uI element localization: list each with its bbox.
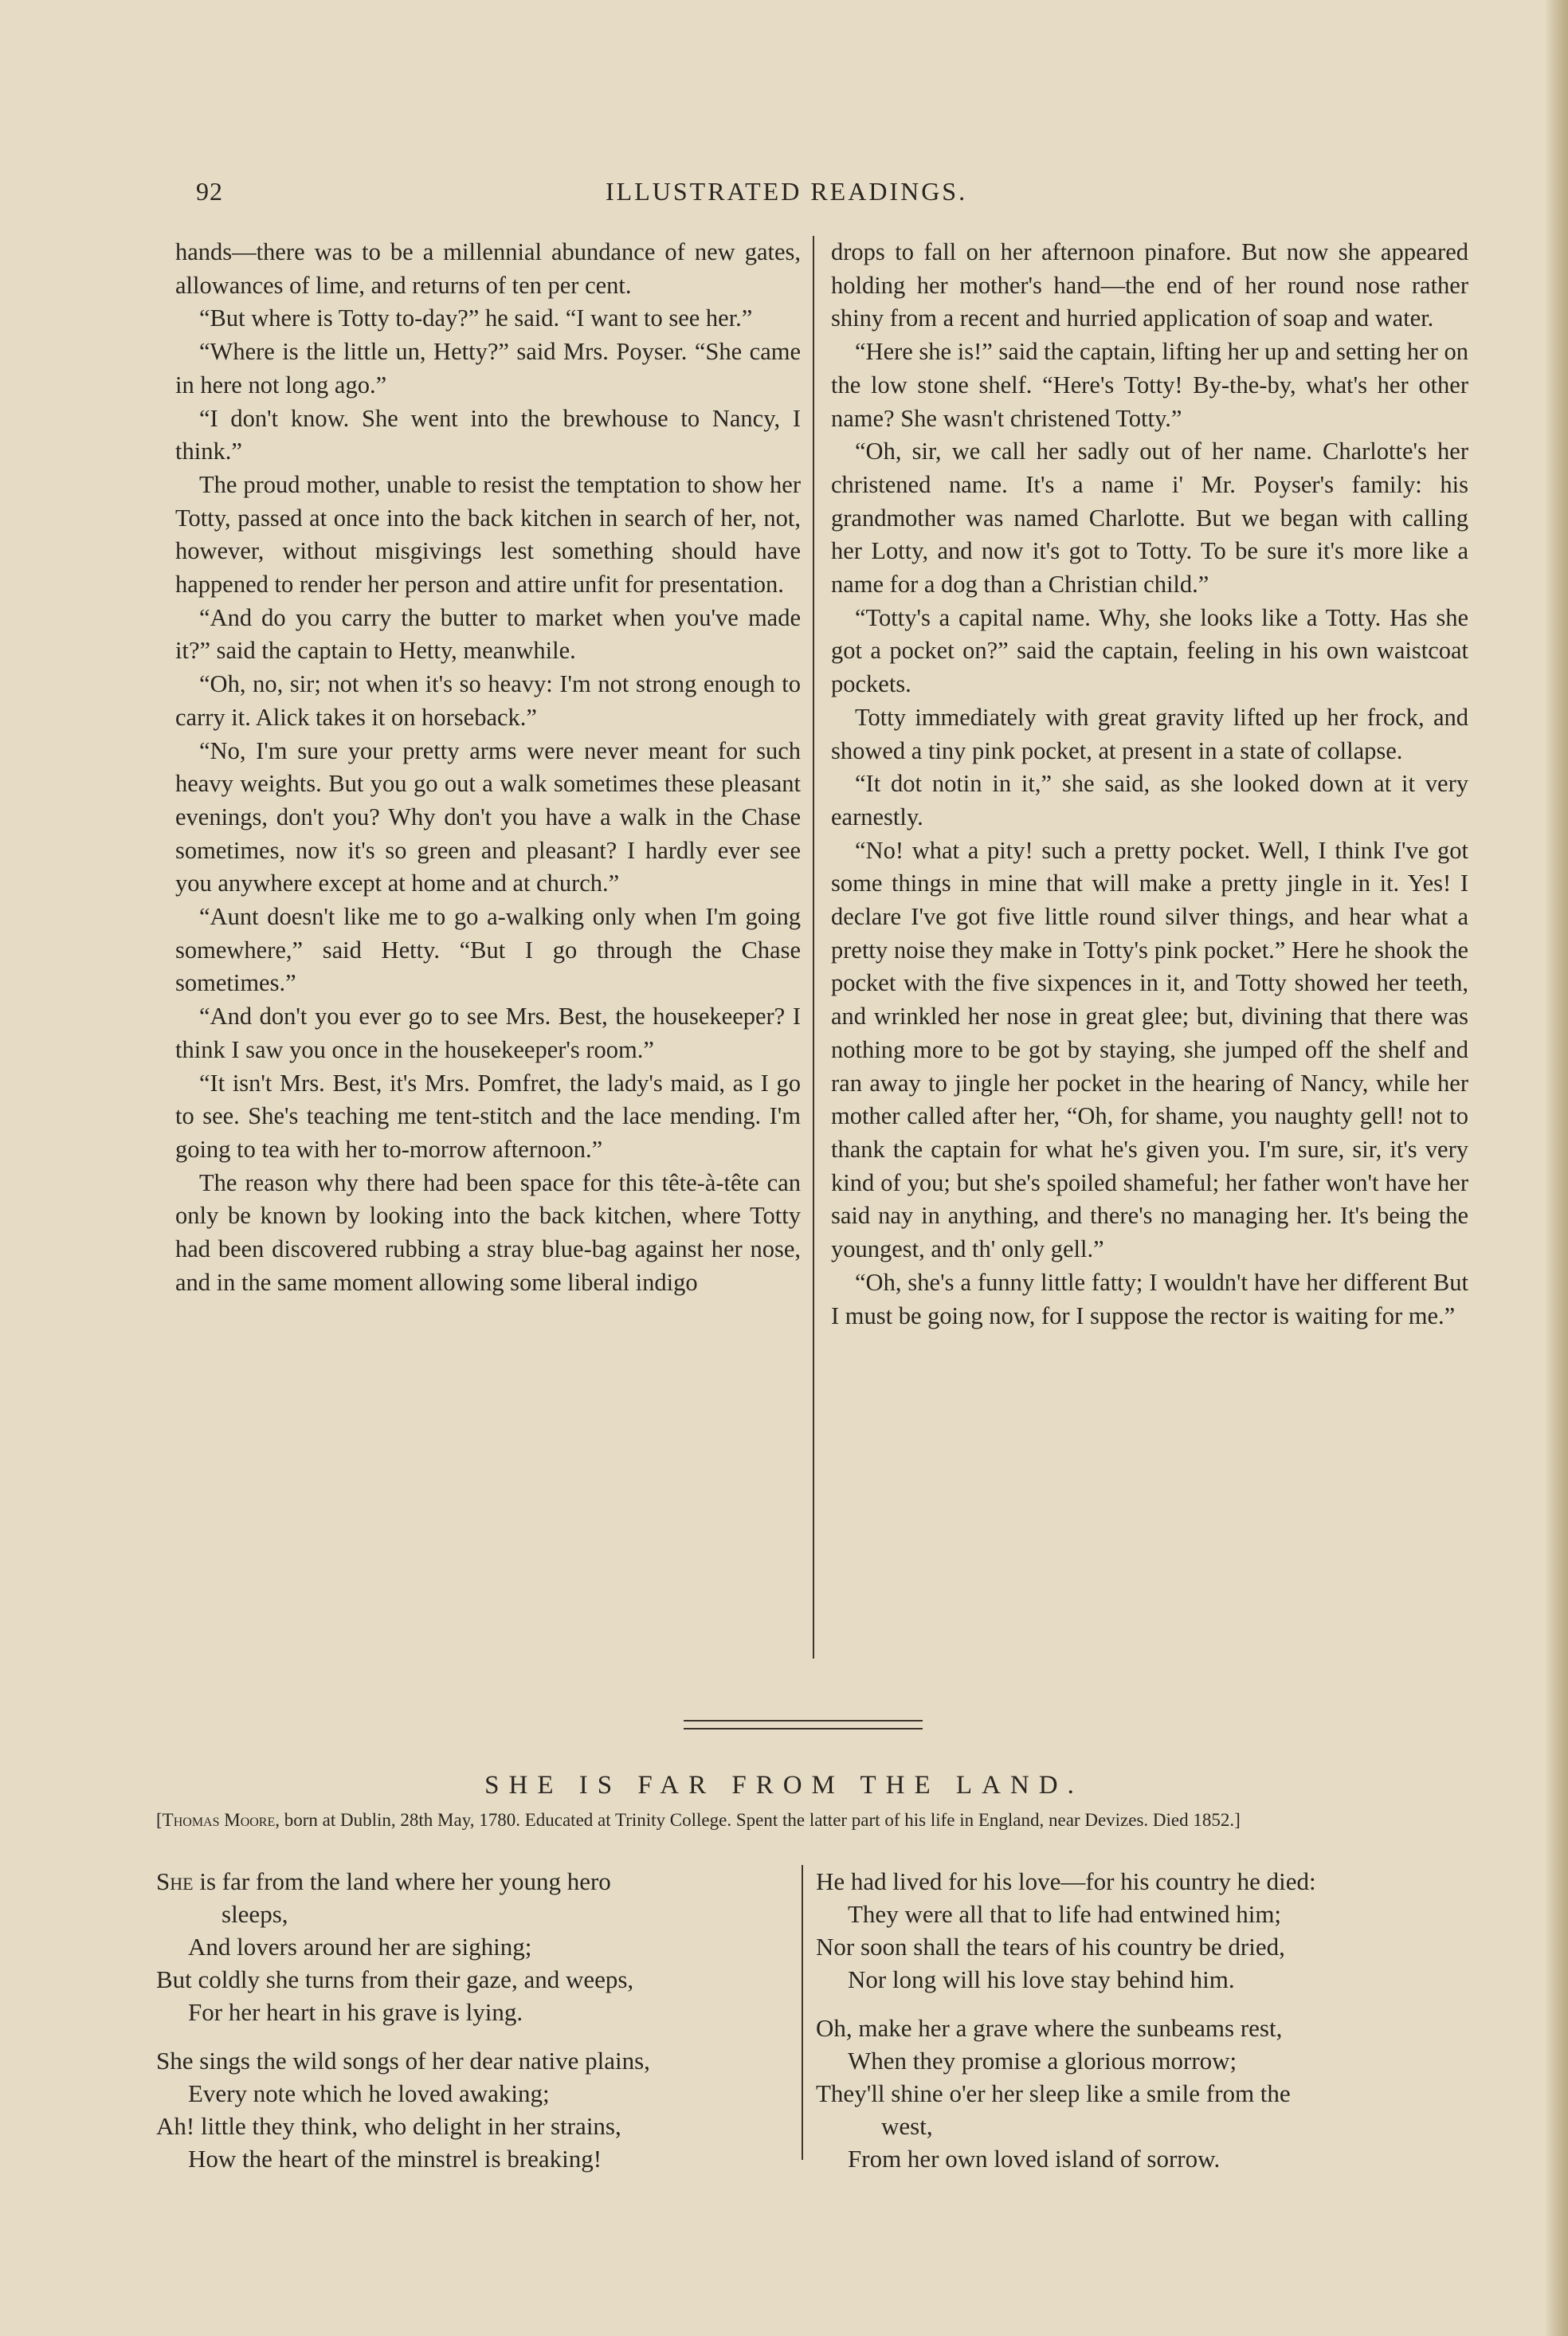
story-left-column (175, 236, 801, 1300)
story-paragraph: “No, I'm sure your pretty arms were never meant for such heavy weights. But you go out a walk sometimes these pleasant evenings, don't you? Why don't you have a walk in the Chase sometimes, now it's so green and pleasant? I hardly ever see you anywhere except at home and at church.” (175, 736, 801, 897)
poem-line: sleeps, (221, 1900, 288, 1928)
poem-line: Oh, make her a grave where the sunbeams rest, (816, 2014, 1283, 2042)
running-title: ILLUSTRATED READINGS. (606, 177, 968, 206)
poem-line: They were all that to life had entwined him; (848, 1900, 1282, 1928)
story-paragraph: drops to fall on her afternoon pinafore. But now she appeared holding her mother's hand—the end of her round nose rather shiny from a recent and hurried application of soap and water. (831, 238, 1468, 332)
poem-initial-word: She (156, 1867, 194, 1895)
story-paragraph: “It dot notin in it,” she said, as she looked down at it very earnestly. (831, 770, 1468, 830)
story-paragraph: “Totty's a capital name. Why, she looks like a Totty. Has she got a pocket on?” said the captain, feeling in his own waistcoat pockets. (831, 603, 1468, 698)
poem-stanza (816, 1865, 1469, 1996)
poem-line: They'll shine o'er her sleep like a smile from the (816, 2079, 1291, 2107)
poem-line: When they promise a glorious morrow; (848, 2047, 1237, 2075)
poem-line: He had lived for his love—for his country he died: (816, 1867, 1316, 1895)
story-paragraph: The proud mother, unable to resist the temptation to show her Totty, passed at once into the back kitchen in search of her, not, however, without misgivings lest something should have happened to render her person and attire unfit for presentation. (175, 470, 801, 599)
column-divider (813, 236, 814, 1659)
story-paragraph: “Aunt doesn't like me to go a-walking only when I'm going somewhere,” said Hetty. “But I go through the Chase sometimes.” (175, 903, 801, 997)
attribution-author: [Thomas Moore (156, 1810, 276, 1830)
poem-line (156, 1865, 794, 1898)
story-paragraph: “But where is Totty to-day?” he said. “I want to see her.” (199, 304, 753, 332)
poem-line: For her heart in his grave is lying. (188, 1998, 523, 2026)
story-paragraph: The reason why there had been space for this tête-à-tête can only be known by looking into the back kitchen, where Totty had been discovered rubbing a stray blue-bag against her nose, and in the same moment allowing some liberal indigo (175, 1168, 801, 1296)
page-number: 92 (196, 177, 223, 206)
poem-line: How the heart of the minstrel is breaking! (188, 2145, 602, 2173)
section-divider-top (684, 1720, 923, 1722)
poem-line: Nor soon shall the tears of his country be dried, (816, 1933, 1285, 1961)
poem-line: She sings the wild songs of her dear native plains, (156, 2047, 650, 2075)
poem-line: Ah! little they think, who delight in her strains, (156, 2112, 621, 2140)
poem-right-column (816, 1865, 1469, 2191)
poem-line: From her own loved island of sorrow. (848, 2145, 1221, 2173)
poem-line: Nor long will his love stay behind him. (848, 1965, 1235, 1993)
story-paragraph: “And don't you ever go to see Mrs. Best, the housekeeper? I think I saw you once in the housekeeper's room.” (175, 1003, 801, 1063)
story-paragraph: “Here she is!” said the captain, lifting her up and setting her on the low stone shelf. “Here's Totty! By-the-by, what's her other name? She wasn't christened Totty.” (831, 338, 1468, 432)
story-paragraph: “Oh, no, sir; not when it's so heavy: I'm not strong enough to carry it. Alick takes it on horseback.” (175, 670, 801, 731)
story-paragraph: “Where is the little un, Hetty?” said Mrs. Poyser. “She came in here not long ago.” (175, 338, 801, 398)
page-spine-edge (1544, 0, 1568, 2336)
poem-line: But coldly she turns from their gaze, and weeps, (156, 1965, 634, 1993)
section-divider-bottom (684, 1728, 923, 1729)
poem-stanza (156, 2044, 794, 2175)
story-paragraph: “No! what a pity! such a pretty pocket. Well, I think I've got some things in mine that will make a pretty jingle in it. Yes! I declare I've got five little round silver things, and hear what a pretty noise they make in Totty's pink pocket.” Here he shook the pocket with the five sixpences in it, and Totty showed her teeth, and wrinkled her nose in great glee; but, divining that there was nothing more to be got by staying, she jumped off the shelf and ran away to jingle her pocket in the hearing of Nancy, while her mother called after her, “Oh, for shame, you naughty gell! not to thank the captain for what he's given you. I'm sure, sir, it's very kind of you; but she's spoiled shameful; her father won't have her said nay in anything, and there's no managing her. It's being the youngest, and th' only gell.” (831, 836, 1468, 1263)
poem-stanza (816, 2012, 1469, 2175)
poem-left-column (156, 1865, 794, 2191)
story-paragraph: hands—there was to be a millennial abundance of new gates, allowances of lime, and returns of ten per cent. (175, 238, 801, 299)
story-paragraph: “It isn't Mrs. Best, it's Mrs. Pomfret, the lady's maid, as I go to see. She's teaching me tent-stitch and the lace mending. I'm going to tea with her to-morrow afternoon.” (175, 1069, 801, 1163)
story-paragraph: Totty immediately with great gravity lifted up her frock, and showed a tiny pink pocket, at present in a state of collapse. (831, 703, 1468, 764)
attribution-details: , born at Dublin, 28th May, 1780. Educated at Trinity College. Spent the latter part of his life in England, near Devizes. Died 1852.] (275, 1810, 1241, 1830)
poem-column-divider (802, 1865, 803, 2160)
story-right-column (831, 236, 1468, 1333)
poem-attribution (156, 1809, 1463, 1832)
poem-line: west, (881, 2112, 933, 2140)
poem-title: SHE IS FAR FROM THE LAND. (484, 1771, 1084, 1800)
poem-line: Every note which he loved awaking; (188, 2079, 550, 2107)
story-paragraph: “I don't know. She went into the brewhouse to Nancy, I think.” (175, 404, 801, 465)
story-paragraph: “Oh, she's a funny little fatty; I wouldn't have her different But I must be going now, for I suppose the rector is waiting for me.” (831, 1268, 1468, 1329)
poem-line: And lovers around her are sighing; (188, 1933, 532, 1961)
story-paragraph: “Oh, sir, we call her sadly out of her name. Charlotte's her christened name. It's a name i' Mr. Poyser's family: his grandmother was named Charlotte. But we began with calling her Lotty, and now it's got to Totty. To be sure it's more like a name for a dog than a Christian child.” (831, 438, 1468, 599)
story-paragraph: “And do you carry the butter to market when you've made it?” said the captain to Hetty, meanwhile. (175, 603, 801, 665)
poem-line-text: is far from the land where her young hero (193, 1867, 611, 1895)
poem-stanza (156, 1865, 794, 2028)
